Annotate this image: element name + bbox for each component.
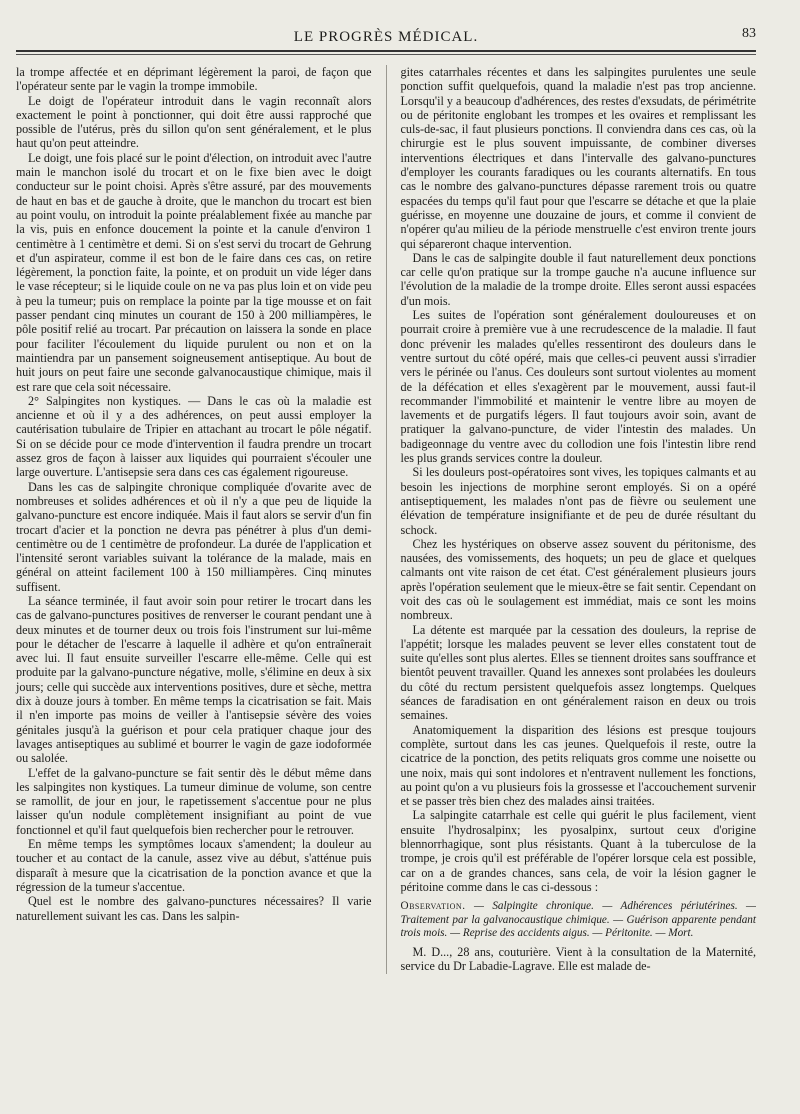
paragraph: Dans les cas de salpingite chronique compliquée d'ovarite avec de nombreuses et solides adhérences et où il n'y a que peu de liquide la galvano-puncture est encore indiquée. Mais il faut alors se servir d'un fin trocart d'acier et la ponction ne devra pas pénétrer à plus d'un demi-centimètre ou de 1 centimètre de profondeur. La durée de l'application et l'intensité seront variables suivant la tolérance de la malade, mais en général on atteint facilement 100 à 150 milliampères. Cinq minutes suffisent.	[16, 479, 372, 594]
header-rule	[16, 50, 756, 52]
paragraph: La détente est marquée par la cessation des douleurs, la reprise de l'appétit; lorsque les malades peuvent se lever elles constatent tout de suite qu'elles sont plus alertes. Elles se tiennent droites sans souffrance et bientôt peuvent travailler. Quand les annexes sont prolabées les douleurs du côté du rectum persistent quelquefois assez longtemps. Quelques séances de faradisation en ont généralement raison en deux ou trois semaines.	[400, 622, 757, 723]
left-column	[16, 65, 372, 974]
paragraph: Les suites de l'opération sont généralement douloureuses et on pourrait croire à première vue à une recrudescence de la maladie. Il faut donc prévenir les malades qu'elles ressentiront des douleurs dans le ventre surtout du côté opéré, mais que celles-ci peuvent aussi s'irradier vers le périnée ou l'anus. Ces douleurs sont surtout violentes au moment de la défécation et elles s'exagèrent par le mouvement, aussi faut-il recommander l'immobilité et maintenir le ventre libre au moyen de lavements et de purgatifs légers. Il faut toujours avoir soin, avant de pratiquer la galvano-puncture, de vider l'intestin des malades. Un badigeonnage du ventre avec du collodion une fois l'intestin libre rend les plus grands services contre la douleur.	[400, 308, 757, 466]
paragraph: L'effet de la galvano-puncture se fait sentir dès le début même dans les salpingites non kystiques. La tumeur diminue de volume, son centre se ramollit, de jour en jour, le rapetissement s'accentue pour ne plus laisser qu'un nodule complètement insignifiant au point de vue fonctionnel et qu'il faut quelquefois bien rechercher pour le retrouver.	[16, 765, 372, 837]
paragraph: La salpingite catarrhale est celle qui guérit le plus facilement, vient ensuite l'hydrosalpinx; les pyosalpinx, surtout ceux d'origine blennorrhagique, sont plus résistants. Quant à la tuberculose de la trompe, je crois qu'il est préférable de l'opérer lorsque cela est possible, car on a de grandes chances, sans cela, de voir la lésion gagner le péritoine comme dans le cas ci-dessous :	[400, 808, 757, 894]
running-title: LE PROGRÈS MÉDICAL.	[293, 29, 479, 45]
paragraph: Le doigt, une fois placé sur le point d'élection, on introduit avec l'autre main le manchon isolé du trocart et on le fixe bien avec le doigt conducteur sur le point choisi. Après s'être assuré, par des mouvements de haut en bas et de gauche à droite, que le manchon du trocart est bien au point voulu, on introduit la pointe préalablement fixée au manche par la vis, puis en enfonce doucement la pointe et la canule d'environ 1 centimètre à 1 centimètre et demi. Si on s'est servi du trocart de Gehrung et d'un aspirateur, comme il est bon de le faire dans ces cas, on retire légèrement, la ponction faite, la pointe, et on produit un vide léger dans le vase récepteur; si le liquide coule on ne va pas plus loin et on vide peu à peu la tumeur; puis on remplace la pointe par la tige mousse et on fait passer pendant cinq minutes un courant de 150 à 200 milliampères, le pôle positif relié au trocart. Par précaution on laissera la sonde en place pour faciliter l'écoulement du liquide purulent ou non et on la maintiendra par un pansement soigneusement antiseptique. Au bout de huit jours on peut faire une seconde galvanocaustique chimique, mais il est rare que cela soit nécessaire.	[16, 150, 372, 394]
paragraph: Dans le cas de salpingite double il faut naturellement deux ponctions car celle qu'on pratique sur la trompe gauche n'a aucune influence sur l'évolution de la maladie de la trompe droite. Elles seront aussi espacées d'un mois.	[400, 250, 757, 308]
paragraph: Chez les hystériques on observe assez souvent du péritonisme, des nausées, des vomissements, des hoquets; un peu de glace et quelques calmants ont vite raison de cet état. C'est généralement plusieurs jours après l'opération seulement que le mieux-être se fait sentir. Cependant on voit des cas où le soulagement est immédiat, mais ce sont les moins nombreux.	[400, 536, 757, 623]
right-column	[401, 65, 757, 974]
page-header	[16, 20, 756, 46]
paragraph: la trompe affectée et en déprimant légèrement la paroi, de façon que l'opérateur sente par le vagin la trompe immobile.	[16, 65, 372, 94]
paragraph: La séance terminée, il faut avoir soin pour retirer le trocart dans les cas de galvano-punctures positives de renverser le courant pendant une à deux minutes et de tourner deux ou trois fois l'instrument sur lui-même pour le détacher de l'escarre à laquelle il adhère et qu'on entraînerait avec lui. Il faut ensuite surveiller l'escarre elle-même. Celle qui est produite par la galvano-puncture négative, molle, s'élimine en deux à six jours; celle qui succède aux interventions positives, dure et sèche, mettra dix à douze jours à tomber. En même temps la cicatrisation se fait. Mais il n'en importe pas moins de veiller à l'antisepsie sévère des voies génitales jusqu'à la guérison et pour cela pratiquer chaque jour des lavages antiseptiques au sublimé et bourrer le vagin de gaze iodoformée ou salolée.	[16, 593, 372, 766]
observation-text: — Salpingite chronique. — Adhérences périutérines. — Traitement par la galvanocaustique chimique. — Guérison apparente pendant trois mois. — Reprise des accidents aigus. — Péritonite. — Mort.	[400, 900, 757, 940]
paragraph: Si les douleurs post-opératoires sont vives, les topiques calmants et au besoin les injections de morphine seront employés. Si on a opéré antiseptiquement, les malades n'ont pas de fièvre ou seulement une élévation de température insignifiante et de peu de durée résultant du schock.	[400, 465, 757, 537]
observation-heading	[401, 900, 757, 941]
page-number: 83	[742, 26, 756, 41]
paragraph: gites catarrhales récentes et dans les salpingites purulentes une seule ponction suffit quelquefois, quand la maladie n'est pas trop ancienne. Lorsqu'il y a beaucoup d'adhérences, des restes d'exsudats, de périmétrite ou de péritonite englobant les trompes et les ovaires et remplissant les culs-de-sac, il faut plusieurs ponctions. Il conviendra dans ces cas, où la chirurgie est le plus souvent impuissante, de combiner diverses interventions électriques et dans l'intervalle des galvano-punctures d'employer les courants faradiques ou les courants alternatifs. En tous cas le nombre des galvano-punctures dépasse rarement trois ou quatre espacées du temps qu'il faut pour que l'escarre se détache et que la plaie guérisse, en moyenne une douzaine de jours, et comme il convient de n'opérer qu'au milieu de la période menstruelle c'est environ trente jours qui sépareront chaque intervention.	[400, 65, 757, 251]
closing-paragraph: M. D..., 28 ans, couturière. Vient à la consultation de la Maternité, service du Dr Labadie-Lagrave. Elle est malade de-	[400, 945, 757, 974]
paragraph: 2° Salpingites non kystiques. — Dans le cas où la maladie est ancienne et où il y a des adhérences, on peut aussi employer la cautérisation tubulaire de Tripier en attachant au trocart le pôle négatif. Si on se décide pour ce mode d'intervention il faudra prendre un trocart assez gros de façon à laisser aux liquides qui pourraient s'écouler une large ouverture. L'antisepsie sera dans ces cas également rigoureuse.	[16, 393, 372, 480]
header-rule-thin	[16, 54, 756, 55]
paragraph: Anatomiquement la disparition des lésions est presque toujours complète, surtout dans les cas jeunes. Quelquefois il reste, outre la cicatrice de la ponction, des petits reliquats gros comme une noisette ou une noix, mais qui sont indolores et n'entravent nullement les fonctions, au point qu'on a vu plusieurs fois la grossesse et l'accouchement survenir et se passer très bien chez des malades ainsi traitées.	[400, 722, 757, 809]
paragraph: Le doigt de l'opérateur introduit dans le vagin reconnaît alors exactement le point à ponctionner, qui doit être aussi rapproché que possible de l'utérus, près du sillon qu'on sent généralement, et le plus haut qu'on peut atteindre.	[16, 93, 372, 151]
text-columns	[16, 65, 756, 974]
paragraph: Quel est le nombre des galvano-punctures nécessaires? Il varie naturellement suivant les cas. Dans les salpin-	[16, 894, 372, 923]
column-divider	[386, 65, 387, 974]
observation-label: Observation.	[400, 900, 466, 913]
paragraph: En même temps les symptômes locaux s'amendent; la douleur au toucher et au contact de la canule, assez vive au début, s'atténue puis disparaît à mesure que la cicatrisation de la ponction avance et que la régression de la tumeur s'accentue.	[16, 837, 372, 894]
